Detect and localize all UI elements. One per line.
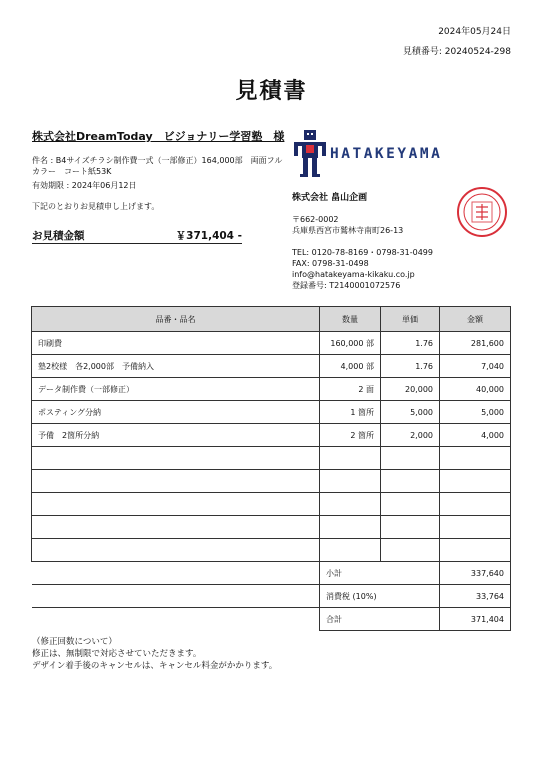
subtotal-label: 小計: [320, 562, 440, 585]
tax-label: 消費税 (10%): [320, 585, 440, 608]
item-name: ポスティング分納: [32, 401, 320, 424]
empty-cell: [32, 470, 320, 493]
item-amount: 40,000: [440, 378, 511, 401]
item-amount: 7,040: [440, 355, 511, 378]
header-unit-price: 単価: [381, 307, 440, 332]
item-quantity: 2 面: [320, 378, 381, 401]
empty-cell: [320, 470, 381, 493]
item-name: 予備 2箇所分納: [32, 424, 320, 447]
notes-section: [32, 636, 277, 672]
subtotal-value: 337,640: [440, 562, 511, 585]
subject-line: 件名 : B4サイズチラシ制作費一式（一部修正）164,000部 両面フルカラー コート紙53K: [32, 156, 283, 176]
empty-table-row: [32, 516, 511, 539]
quote-number: 見積番号: 20240524-298: [402, 47, 511, 57]
item-name: 塾2校様 各2,000部 予備納入: [32, 355, 320, 378]
empty-cell: [32, 447, 320, 470]
empty-cell: [440, 470, 511, 493]
table-row: [32, 355, 511, 378]
empty-cell: [381, 470, 440, 493]
item-amount: 5,000: [440, 401, 511, 424]
logo-wordmark: HATAKEYAMA: [330, 146, 443, 162]
quote-items-table: [31, 306, 511, 631]
empty-cell: [440, 447, 511, 470]
empty-cell: [381, 539, 440, 562]
robot-logo-icon: [292, 130, 332, 178]
header-quantity: 数量: [320, 307, 381, 332]
empty-table-row: [32, 493, 511, 516]
summary-spacer: [32, 562, 320, 585]
email-address: info@hatakeyama-kikaku.co.jp: [292, 270, 415, 279]
empty-table-row: [32, 447, 511, 470]
table-header-row: [32, 307, 511, 332]
item-quantity: 160,000 部: [320, 332, 381, 355]
note-line: 修正は、無制限で対応させていただきます。: [32, 649, 202, 659]
summary-spacer: [32, 608, 320, 631]
grand-total-value: 371,404: [440, 608, 511, 631]
empty-cell: [440, 493, 511, 516]
total-value: ￥371,404 -: [175, 230, 242, 242]
summary-row-total: [32, 608, 511, 631]
empty-cell: [32, 539, 320, 562]
item-unit-price: 5,000: [381, 401, 440, 424]
document-title: 見積書: [235, 79, 308, 104]
issuer-company: 株式会社 畠山企画: [292, 193, 368, 203]
grand-total-label: 合計: [320, 608, 440, 631]
intro-text: 下記のとおりお見積申し上げます。: [32, 202, 160, 211]
empty-cell: [381, 447, 440, 470]
item-name: 印刷費: [32, 332, 320, 355]
registration-number: 登録番号: T2140001072576: [292, 281, 401, 290]
tax-value: 33,764: [440, 585, 511, 608]
issuer-contact: [292, 247, 433, 291]
note-line: デザイン着手後のキャンセルは、キャンセル料金がかかります。: [32, 661, 278, 671]
item-amount: 4,000: [440, 424, 511, 447]
street-address: 兵庫県西宮市鷲林寺南町26-13: [292, 226, 404, 235]
header-amount: 金額: [440, 307, 511, 332]
item-unit-price: 2,000: [381, 424, 440, 447]
item-quantity: 1 箇所: [320, 401, 381, 424]
company-seal-stamp: [456, 186, 508, 238]
postal-code: 〒662-0002: [292, 215, 339, 224]
fax-number: FAX: 0798-31-0498: [292, 259, 369, 268]
empty-cell: [320, 493, 381, 516]
item-name: データ制作費（一部修正）: [32, 378, 320, 401]
empty-table-row: [32, 470, 511, 493]
empty-cell: [440, 516, 511, 539]
phone-number: TEL: 0120-78-8169・0798-31-0499: [292, 248, 433, 257]
customer-name: 株式会社DreamToday ビジョナリー学習塾 様: [32, 130, 285, 143]
empty-cell: [440, 539, 511, 562]
total-label: お見積金額: [32, 230, 85, 242]
issuer-address: [292, 214, 403, 236]
empty-cell: [32, 493, 320, 516]
empty-cell: [320, 516, 381, 539]
total-amount-box: [32, 228, 242, 244]
item-unit-price: 20,000: [381, 378, 440, 401]
item-quantity: 4,000 部: [320, 355, 381, 378]
summary-row-tax: [32, 585, 511, 608]
valid-until: 有効期限 : 2024年06月12日: [32, 181, 137, 190]
table-row: [32, 378, 511, 401]
empty-table-row: [32, 539, 511, 562]
item-unit-price: 1.76: [381, 332, 440, 355]
notes-heading: （修正回数について）: [32, 637, 117, 647]
header-item-name: 品番・品名: [32, 307, 320, 332]
empty-cell: [381, 516, 440, 539]
item-amount: 281,600: [440, 332, 511, 355]
issue-date: 2024年05月24日: [438, 27, 511, 37]
empty-cell: [320, 539, 381, 562]
table-row: [32, 401, 511, 424]
item-unit-price: 1.76: [381, 355, 440, 378]
summary-spacer: [32, 585, 320, 608]
table-row: [32, 332, 511, 355]
table-row: [32, 424, 511, 447]
item-quantity: 2 箇所: [320, 424, 381, 447]
empty-cell: [381, 493, 440, 516]
empty-cell: [32, 516, 320, 539]
summary-row-subtotal: [32, 562, 511, 585]
empty-cell: [320, 447, 381, 470]
